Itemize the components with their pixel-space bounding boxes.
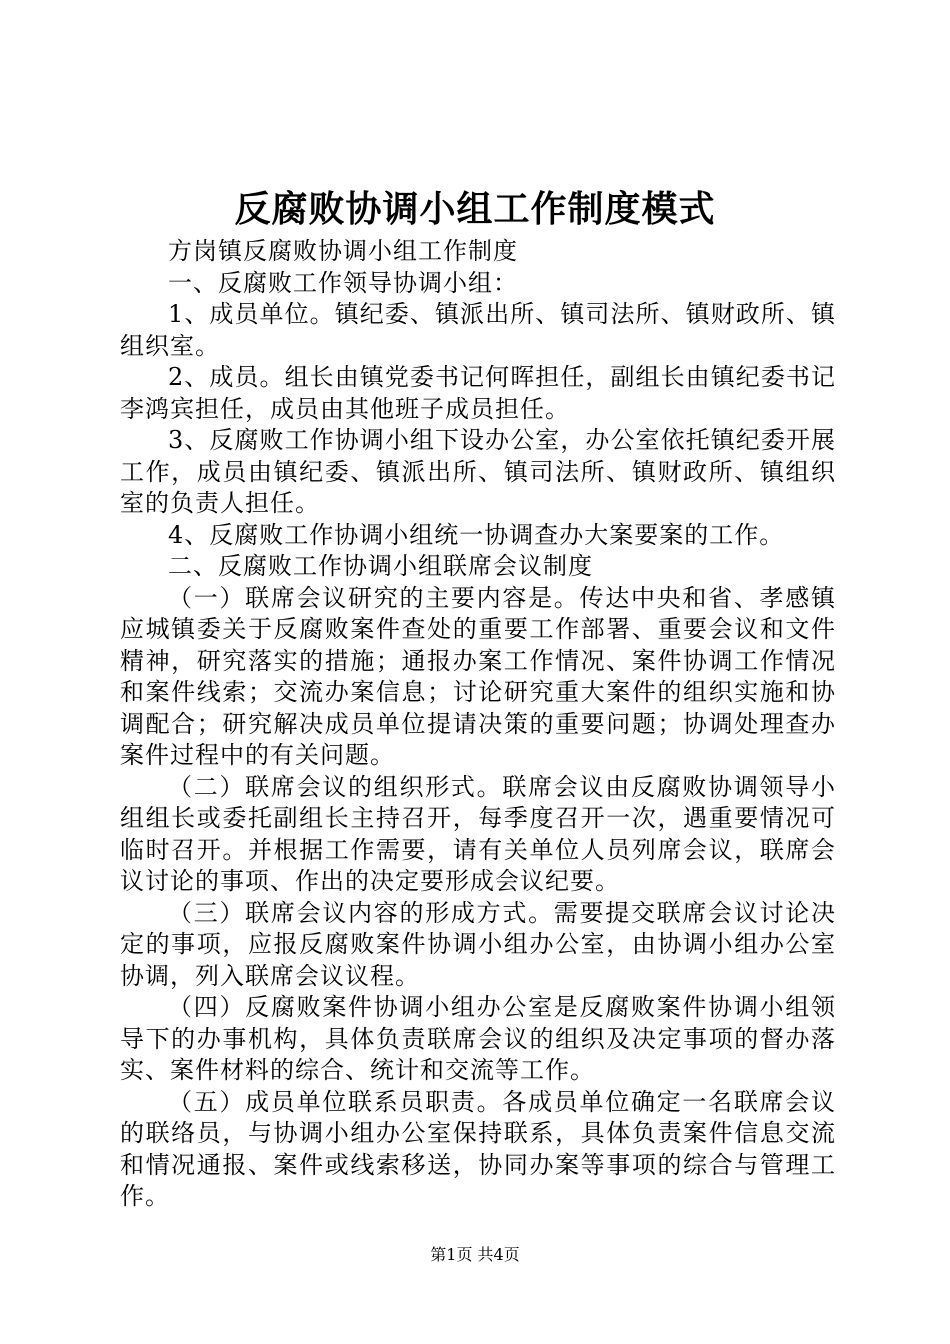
- paragraph: （五）成员单位联系员职责。各成员单位确定一名联席会议的联络员，与协调小组办公室保持联系，具体负责案件信息交流和情况通报、案件或线索移送，协同办案等事项的综合与管理工作。: [120, 1087, 836, 1210]
- paragraph: 1、成员单位。镇纪委、镇派出所、镇司法所、镇财政所、镇组织室。: [120, 300, 836, 360]
- paragraph: 3、反腐败工作协调小组下设办公室，办公室依托镇纪委开展工作，成员由镇纪委、镇派出所、镇司法所、镇财政所、镇组织室的负责人担任。: [120, 426, 836, 517]
- paragraph: 一、反腐败工作领导协调小组：: [168, 268, 518, 297]
- paragraph: 二、反腐败工作协调小组联席会议制度: [168, 552, 593, 580]
- paragraph: 4、反腐败工作协调小组统一协调查办大案要案的工作。: [168, 520, 785, 549]
- document-title: 反腐败协调小组工作制度模式: [234, 188, 716, 230]
- page-footer: 第1页 共4页: [430, 1245, 520, 1264]
- paragraph: （二）联席会议的组织形式。联席会议由反腐败协调领导小组组长或委托副组长主持召开，每季度召开一次，遇重要情况可临时召开。并根据工作需要，请有关单位人员列席会议，联席会议讨论的事项、作出的决定要形成会议纪要。: [120, 772, 836, 895]
- paragraph: （一）联席会议研究的主要内容是。传达中央和省、孝感镇应城镇委关于反腐败案件查处的重要工作部署、重要会议和文件精神，研究落实的措施；通报办案工作情况、案件协调工作情况和案件线索；交流办案信息；讨论研究重大案件的组织实施和协调配合；研究解决成员单位提请决策的重要问题；协调处理查办案件过程中的有关问题。: [120, 583, 836, 769]
- paragraph: （四）反腐败案件协调小组办公室是反腐败案件协调小组领导下的办事机构，具体负责联席会议的组织及决定事项的督办落实、案件材料的综合、统计和交流等工作。: [120, 993, 836, 1084]
- paragraph: （三）联席会议内容的形成方式。需要提交联席会议讨论决定的事项，应报反腐败案件协调小组办公室，由协调小组办公室协调，列入联席会议议程。: [120, 898, 836, 990]
- document-body: [120, 236, 836, 1213]
- paragraph: 方岗镇反腐败协调小组工作制度: [168, 237, 518, 265]
- paragraph: 2、成员。组长由镇党委书记何晖担任，副组长由镇纪委书记李鸿宾担任，成员由其他班子成员担任。: [120, 363, 836, 423]
